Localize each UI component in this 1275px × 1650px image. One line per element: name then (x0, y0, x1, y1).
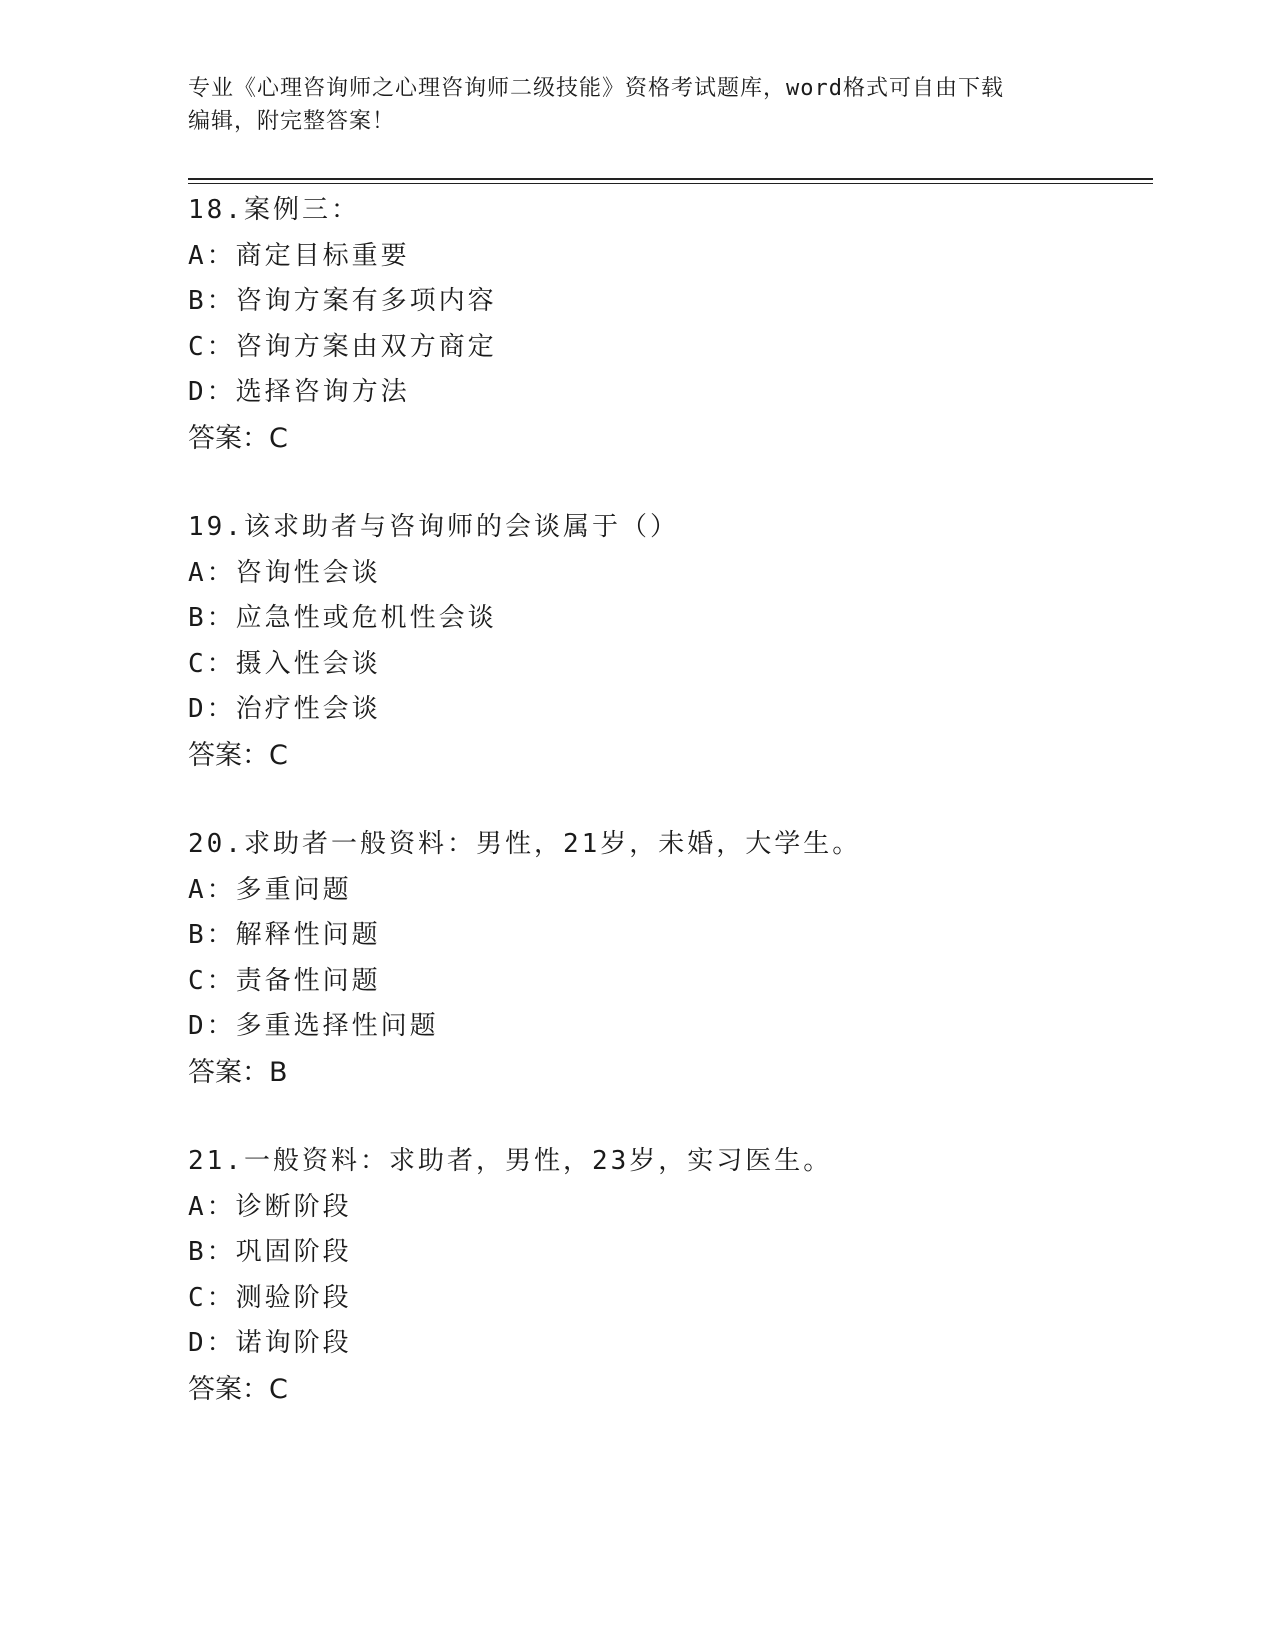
option-d: D：选择咨询方法 (188, 377, 410, 407)
question-spacer (188, 1095, 1148, 1139)
header-divider-thick (188, 178, 1153, 180)
answer-value: C (269, 739, 288, 771)
answer-line (188, 1050, 1148, 1096)
option-c: C：咨询方案由双方商定 (188, 331, 497, 362)
option-a: A：多重问题 (188, 874, 352, 905)
question-spacer (188, 778, 1148, 822)
question-stem: 20.求助者一般资料：男性，21岁，未婚，大学生。 (188, 829, 862, 859)
option-a: A：商定目标重要 (188, 240, 410, 271)
answer-label: 答案： (188, 1373, 269, 1405)
option-c: C：摄入性会谈 (188, 648, 381, 679)
answer-line (188, 1367, 1148, 1413)
question-spacer (188, 461, 1148, 505)
header-line-2: 编辑，附完整答案！ (188, 109, 396, 134)
answer-label: 答案： (188, 1056, 269, 1088)
answer-line (188, 416, 1148, 462)
question-19 (188, 505, 1148, 778)
answer-value: C (269, 422, 288, 454)
option-c: C：责备性问题 (188, 965, 381, 996)
option-b: B：应急性或危机性会谈 (188, 603, 497, 633)
answer-value: C (269, 1373, 288, 1405)
option-d: D：诺询阶段 (188, 1328, 352, 1358)
option-c: C：测验阶段 (188, 1282, 352, 1313)
question-20 (188, 822, 1148, 1095)
question-stem: 21.一般资料：求助者，男性，23岁，实习医生。 (188, 1146, 833, 1176)
question-stem: 19.该求助者与咨询师的会谈属于（） (188, 512, 679, 542)
answer-line (188, 733, 1148, 779)
option-b: B：解释性问题 (188, 920, 381, 950)
question-list (188, 188, 1148, 1412)
option-d: D：多重选择性问题 (188, 1011, 439, 1041)
header-divider-thin (188, 183, 1153, 184)
header-line-1: 专业《心理咨询师之心理咨询师二级技能》资格考试题库，word格式可自由下载 (188, 76, 1004, 101)
document-header (188, 72, 1068, 138)
option-b: B：咨询方案有多项内容 (188, 286, 497, 316)
option-b: B：巩固阶段 (188, 1237, 352, 1267)
answer-label: 答案： (188, 422, 269, 454)
question-21 (188, 1139, 1148, 1412)
option-a: A：咨询性会谈 (188, 557, 381, 588)
option-a: A：诊断阶段 (188, 1191, 352, 1222)
question-stem: 18.案例三： (188, 195, 360, 225)
question-18 (188, 188, 1148, 461)
answer-label: 答案： (188, 739, 269, 771)
option-d: D：治疗性会谈 (188, 694, 381, 724)
answer-value: B (269, 1056, 288, 1088)
